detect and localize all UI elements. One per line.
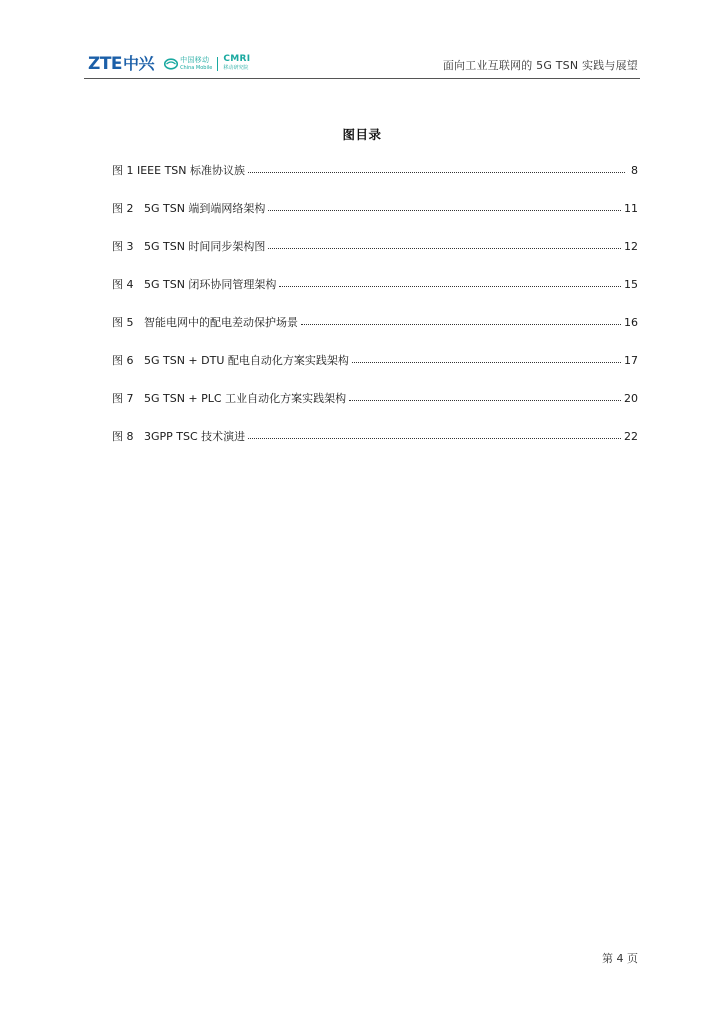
dot-leader — [268, 239, 621, 249]
header-divider — [84, 78, 640, 79]
toc-entry[interactable] — [112, 428, 638, 466]
toc-entry[interactable] — [112, 352, 638, 390]
cmri-logo-sub: 移动研究院 — [223, 65, 249, 71]
toc-entry-label: 图 3 5G TSN 时间同步架构图 — [112, 240, 266, 253]
figure-list — [112, 162, 638, 466]
dot-leader — [268, 201, 621, 211]
toc-entry-page: 20 — [624, 392, 638, 405]
toc-entry-page: 16 — [624, 316, 638, 329]
toc-entry-label: 图 2 5G TSN 端到端网络架构 — [112, 202, 266, 215]
dot-leader — [248, 163, 625, 173]
china-mobile-icon — [164, 58, 178, 70]
dot-leader — [279, 277, 621, 287]
china-mobile-cn: 中国移动 — [180, 56, 210, 64]
china-mobile-en: China Mobile — [180, 65, 213, 71]
toc-entry[interactable] — [112, 390, 638, 428]
toc-entry-page: 12 — [624, 240, 638, 253]
toc-entry-label: 图 1 IEEE TSN 标准协议族 — [112, 164, 246, 177]
toc-entry[interactable] — [112, 314, 638, 352]
toc-entry-page: 22 — [624, 430, 638, 443]
toc-entry[interactable] — [112, 200, 638, 238]
dot-leader — [301, 315, 621, 325]
toc-entry[interactable] — [112, 238, 638, 276]
zte-logo-cn: 中兴 — [123, 54, 155, 73]
logo-group — [88, 54, 250, 74]
toc-entry-label: 图 8 3GPP TSC 技术演进 — [112, 430, 246, 443]
cmri-logo: CMRI — [223, 54, 251, 64]
toc-entry-label: 图 6 5G TSN + DTU 配电自动化方案实践架构 — [112, 354, 349, 367]
toc-entry[interactable] — [112, 276, 638, 314]
dot-leader — [349, 391, 621, 401]
logo-divider — [217, 57, 218, 71]
toc-entry-page: 17 — [624, 354, 638, 367]
toc-entry-page: 15 — [624, 278, 638, 291]
toc-entry-page: 8 — [631, 164, 638, 177]
toc-title: 图目录 — [342, 127, 382, 142]
toc-entry-label: 图 7 5G TSN + PLC 工业自动化方案实践架构 — [112, 392, 347, 405]
china-mobile-logo — [164, 55, 250, 73]
document-title: 面向工业互联网的 5G TSN 实践与展望 — [442, 59, 638, 72]
dot-leader — [248, 429, 621, 439]
toc-entry[interactable] — [112, 162, 638, 200]
toc-entry-page: 11 — [624, 202, 638, 215]
zte-logo-en: ZTE — [88, 54, 123, 74]
page-number: 第 4 页 — [602, 952, 638, 965]
toc-entry-label: 图 5 智能电网中的配电差动保护场景 — [112, 316, 298, 329]
page-header — [86, 50, 638, 78]
dot-leader — [352, 353, 621, 363]
zte-logo — [88, 54, 154, 74]
toc-entry-label: 图 4 5G TSN 闭环协同管理架构 — [112, 278, 277, 291]
